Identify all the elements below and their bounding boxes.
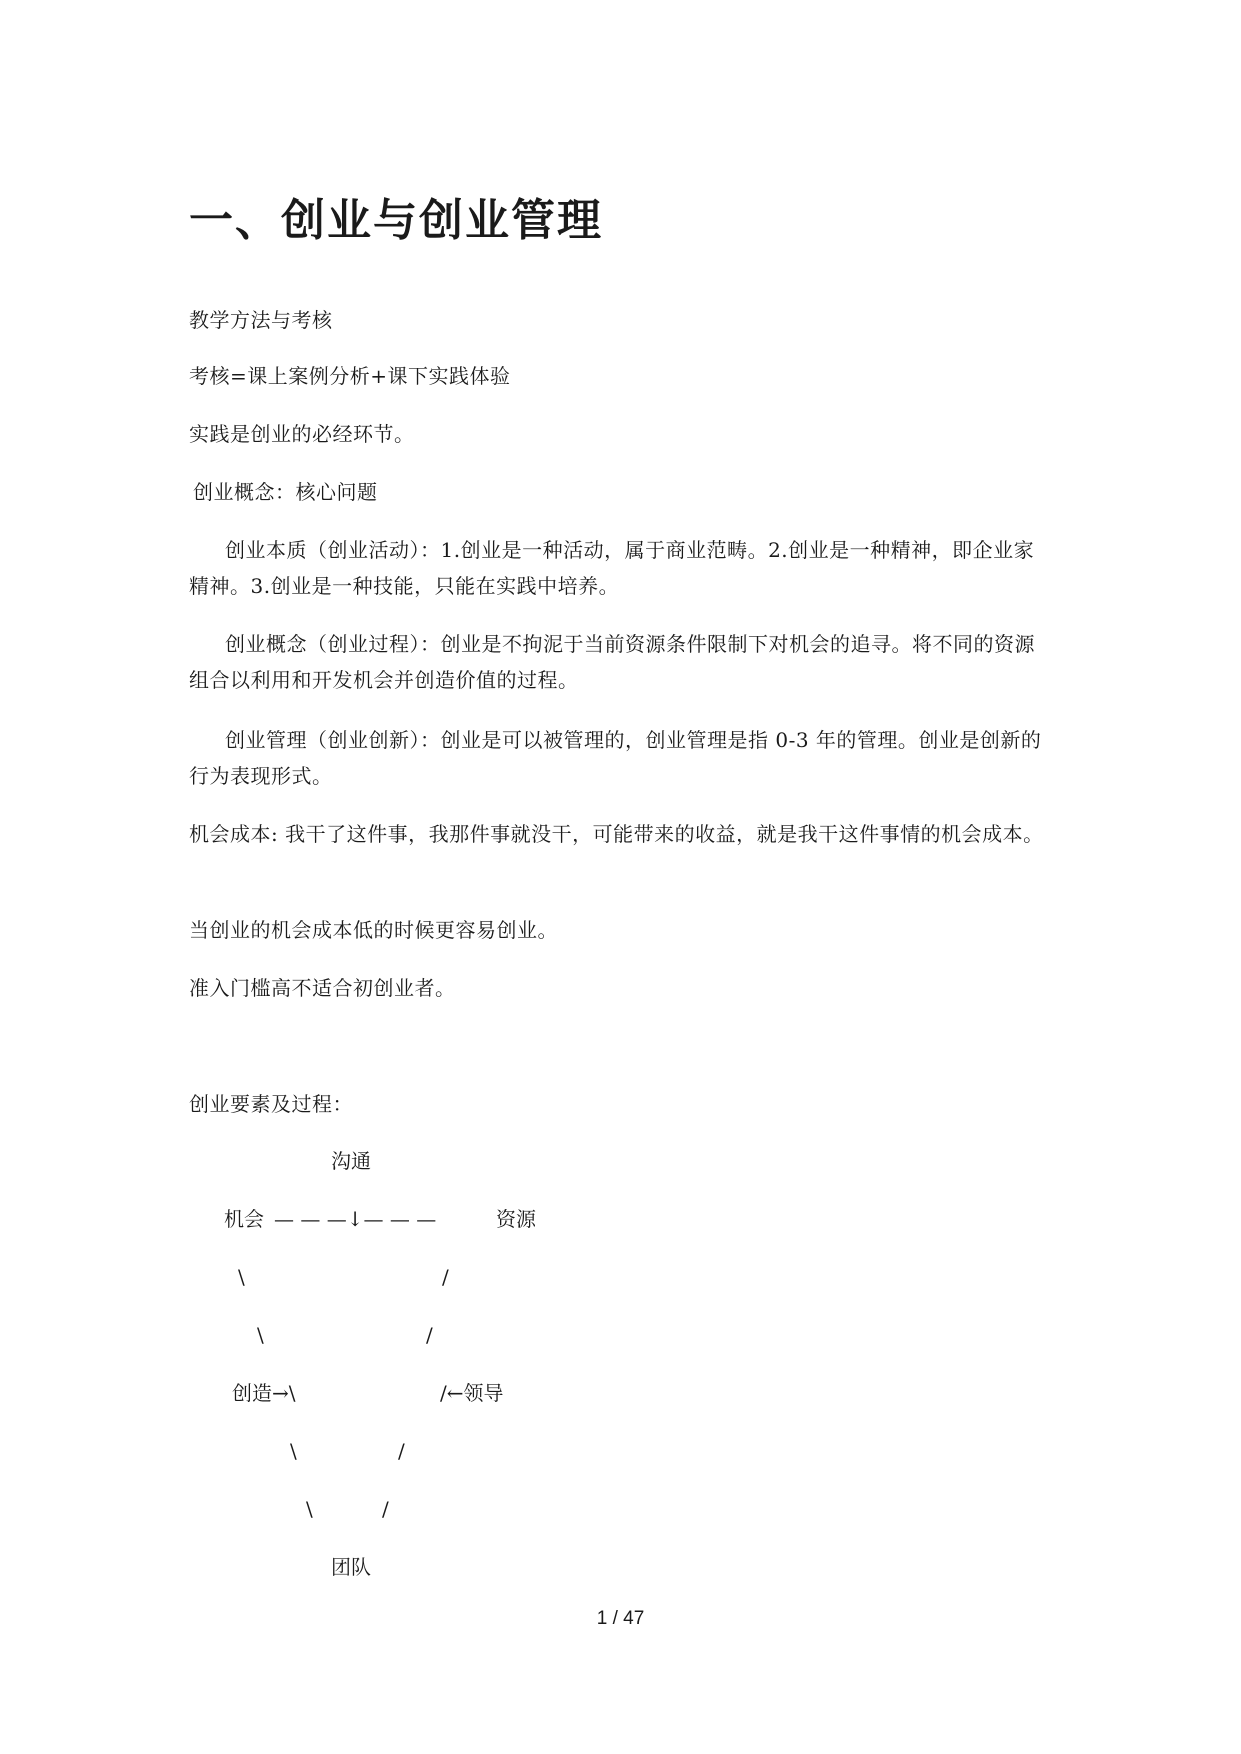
paragraph-concept-heading: 创业概念：核心问题	[193, 480, 378, 504]
paragraph-teaching-method: 教学方法与考核	[189, 308, 333, 332]
diagram-node-communication: 沟通	[331, 1149, 371, 1173]
diagram-connector-left-1: \	[238, 1265, 245, 1289]
diagram-connector-left-2: \	[257, 1323, 264, 1347]
paragraph-concept-process: 创业概念（创业过程）：创业是不拘泥于当前资源条件限制下对机会的追寻。将不同的资源组合以利用和开发机会并创造价值的过程。	[189, 632, 1035, 692]
paragraph-elements-heading: 创业要素及过程：	[189, 1092, 353, 1116]
page-title: 一、创业与创业管理	[189, 195, 603, 246]
diagram-connector-right-2: /	[426, 1323, 433, 1347]
diagram-node-leadership: /←领导	[440, 1381, 504, 1405]
paragraph-assessment: 考核=课上案例分析+课下实践体验	[189, 364, 511, 388]
diagram-node-team: 团队	[331, 1555, 371, 1579]
diagram-dashed-arrow: — — —↓— — —	[274, 1207, 437, 1231]
diagram-connector-right-4: /	[382, 1497, 389, 1521]
paragraph-practice: 实践是创业的必经环节。	[189, 422, 415, 446]
paragraph-low-cost: 当创业的机会成本低的时候更容易创业。	[189, 918, 558, 942]
page-number: 1 / 47	[596, 1608, 645, 1629]
diagram-node-opportunity: 机会	[224, 1207, 264, 1231]
diagram-connector-left-3: \	[290, 1439, 297, 1463]
paragraph-opportunity-cost: 机会成本: 我干了这件事，我那件事就没干，可能带来的收益，就是我干这件事情的机会成本。	[189, 822, 1044, 846]
diagram-node-creation: 创造→\	[232, 1381, 296, 1405]
diagram-connector-left-4: \	[306, 1497, 313, 1521]
diagram-connector-right-3: /	[398, 1439, 405, 1463]
diagram-connector-right-1: /	[442, 1265, 449, 1289]
paragraph-threshold: 准入门槛高不适合初创业者。	[189, 976, 456, 1000]
paragraph-management: 创业管理（创业创新）：创业是可以被管理的，创业管理是指 0-3 年的管理。创业是创新的行为表现形式。	[189, 728, 1042, 788]
diagram-node-resources: 资源	[496, 1207, 536, 1231]
paragraph-essence: 创业本质（创业活动）：1.创业是一种活动，属于商业范畴。2.创业是一种精神，即企业家精神。3.创业是一种技能，只能在实践中培养。	[189, 538, 1035, 598]
